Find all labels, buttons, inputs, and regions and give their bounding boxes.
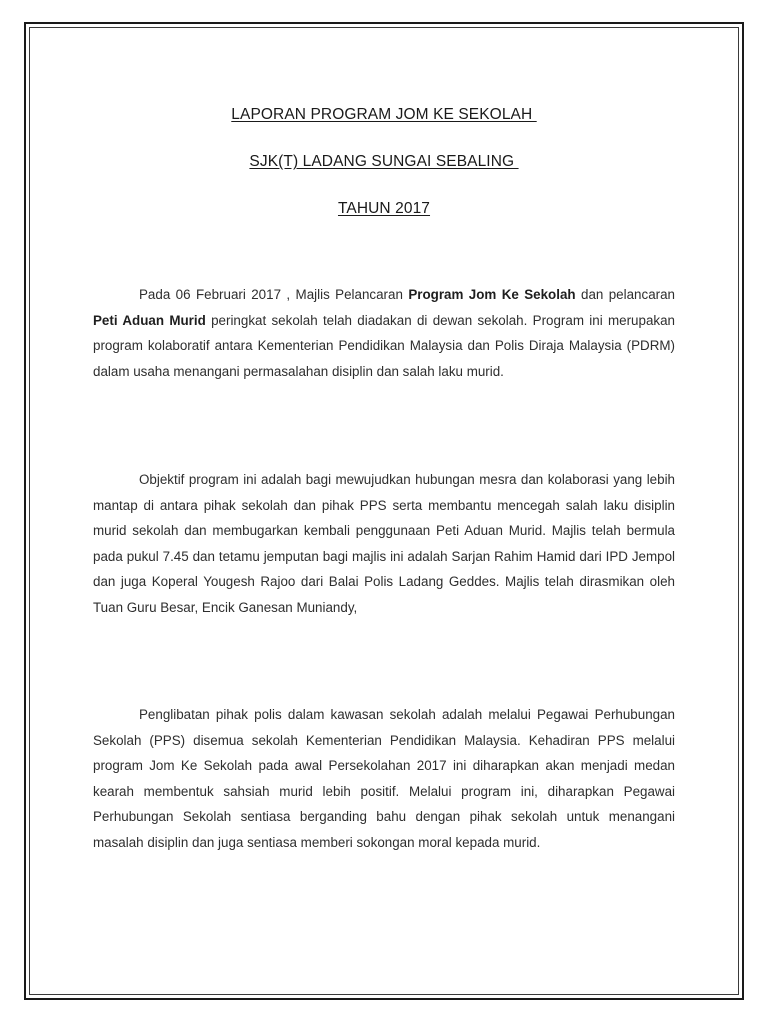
paragraph-launch-text-1: Pada 06 Februari 2017 , Majlis Pelancaran — [139, 287, 409, 302]
paragraph-objective: Objektif program ini adalah bagi mewujudkan hubungan mesra dan kolaborasi yang lebih mantap di antara pihak sekolah dan pihak PPS serta membantu mencegah salah laku disiplin murid sekolah dan membugarkan kembali penggunaan Peti Aduan Murid. Majlis telah bermula pada pukul 7.45 dan tetamu jemputan bagi majlis ini adalah Sarjan Rahim Hamid dari IPD Jempol dan juga Koperal Yougesh Rajoo dari Balai Polis Ladang Geddes. Majlis telah dirasmikan oleh Tuan Guru Besar, Encik Ganesan Muniandy, — [93, 472, 675, 615]
paragraph-police-involvement: Penglibatan pihak polis dalam kawasan sekolah adalah melalui Pegawai Perhubungan Sekolah (PPS) disemua sekolah Kementerian Pendidikan Malaysia. Kehadiran PPS melalui program Jom Ke Sekolah pada awal Persekolahan 2017 ini diharapkan akan menjadi medan kearah membentuk sahsiah murid lebih positif. Melalui program ini, diharapkan Pegawai Perhubungan Sekolah sentiasa berganding bahu dengan pihak sekolah untuk menangani masalah disiplin dan juga sentiasa memberi sokongan moral kepada murid. — [93, 707, 675, 850]
program-name-bold: Program Jom Ke Sekolah — [408, 287, 576, 302]
year-text: TAHUN 2017 — [337, 200, 431, 217]
report-title — [0, 106, 768, 124]
paragraph-launch — [93, 282, 675, 384]
year-heading — [0, 200, 768, 218]
report-title-text: LAPORAN PROGRAM JOM KE SEKOLAH — [231, 106, 537, 123]
paragraph-launch-text-3: peringkat sekolah telah diadakan di dewan sekolah. Program ini merupakan program kolaboratif antara Kementerian Pendidikan Malaysia dan Polis Diraja Malaysia (PDRM) dalam usaha menangani permasalahan disiplin dan salah laku murid. — [93, 312, 675, 379]
school-name-heading — [0, 153, 768, 171]
complaint-box-bold: Peti Aduan Murid — [93, 312, 206, 328]
school-name-text: SJK(T) LADANG SUNGAI SEBALING — [249, 153, 519, 170]
paragraph-launch-text-2: dan pelancaran — [575, 287, 675, 302]
